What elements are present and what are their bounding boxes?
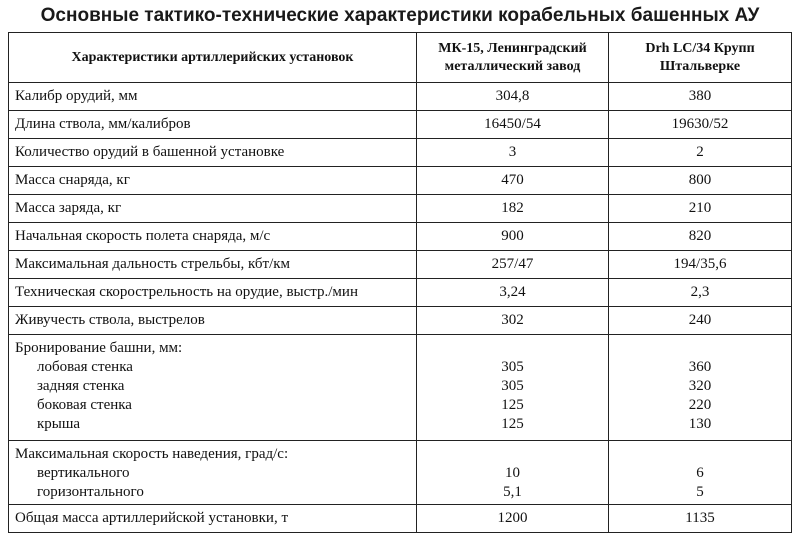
spacer bbox=[615, 445, 785, 464]
row-value-drh: 1135 bbox=[609, 505, 792, 533]
armor-value: 320 bbox=[688, 378, 712, 394]
speed-item-label: горизонтального bbox=[37, 484, 144, 500]
row-label: Масса снаряда, кг bbox=[9, 167, 417, 195]
row-label: Длина ствола, мм/калибров bbox=[9, 111, 417, 139]
header-drh-line2: Штальверке bbox=[659, 58, 741, 74]
row-value-mk15: 3,24 bbox=[417, 279, 609, 307]
speed-labels bbox=[9, 441, 417, 505]
table-row bbox=[9, 167, 792, 195]
armor-value: 305 bbox=[501, 359, 524, 375]
speed-values-drh bbox=[609, 441, 792, 505]
row-value-mk15: 257/47 bbox=[417, 251, 609, 279]
row-value-drh: 800 bbox=[609, 167, 792, 195]
armor-heading: Бронирование башни, мм: bbox=[15, 340, 183, 356]
table-row bbox=[9, 307, 792, 335]
armor-value: 130 bbox=[688, 416, 712, 432]
table-row-speed bbox=[9, 441, 792, 505]
row-label: Количество орудий в башенной установке bbox=[9, 139, 417, 167]
row-label: Начальная скорость полета снаряда, м/с bbox=[9, 223, 417, 251]
table-row-total bbox=[9, 505, 792, 533]
speed-values-mk15 bbox=[417, 441, 609, 505]
armor-value: 360 bbox=[688, 359, 712, 375]
header-mk15 bbox=[417, 33, 609, 83]
header-mk15-line1: МК-15, Ленинградский bbox=[438, 40, 587, 56]
row-value-mk15: 304,8 bbox=[417, 83, 609, 111]
speed-value: 10 bbox=[505, 465, 520, 481]
table-row-armor bbox=[9, 335, 792, 441]
table-row bbox=[9, 111, 792, 139]
row-value-drh: 240 bbox=[609, 307, 792, 335]
row-label: Масса заряда, кг bbox=[9, 195, 417, 223]
armor-value: 220 bbox=[688, 397, 712, 413]
armor-value: 125 bbox=[501, 416, 524, 432]
armor-item-label: крыша bbox=[37, 416, 81, 432]
armor-labels bbox=[9, 335, 417, 441]
table-header-row bbox=[9, 33, 792, 83]
armor-value: 305 bbox=[501, 378, 524, 394]
row-label: Живучесть ствола, выстрелов bbox=[9, 307, 417, 335]
row-value-drh: 380 bbox=[609, 83, 792, 111]
row-value-mk15: 302 bbox=[417, 307, 609, 335]
table-row bbox=[9, 279, 792, 307]
table-row bbox=[9, 251, 792, 279]
row-label: Калибр орудий, мм bbox=[9, 83, 417, 111]
row-value-mk15: 16450/54 bbox=[417, 111, 609, 139]
speed-value: 5 bbox=[696, 484, 704, 500]
row-value-drh: 2 bbox=[609, 139, 792, 167]
row-value-mk15: 900 bbox=[417, 223, 609, 251]
row-value-mk15: 3 bbox=[417, 139, 609, 167]
speed-value: 6 bbox=[696, 465, 704, 481]
table-row bbox=[9, 139, 792, 167]
specs-table bbox=[8, 32, 792, 533]
row-value-mk15: 182 bbox=[417, 195, 609, 223]
table-title: Основные тактико-технические характеристики корабельных башенных АУ bbox=[40, 5, 760, 26]
row-value-mk15: 1200 bbox=[417, 505, 609, 533]
table-row bbox=[9, 195, 792, 223]
row-value-drh: 19630/52 bbox=[609, 111, 792, 139]
row-value-drh: 194/35,6 bbox=[609, 251, 792, 279]
speed-heading: Максимальная скорость наведения, град/с: bbox=[15, 446, 289, 462]
armor-value: 125 bbox=[501, 397, 524, 413]
armor-item-label: лобовая стенка bbox=[37, 359, 133, 375]
speed-item-label: вертикального bbox=[37, 465, 130, 481]
row-value-drh: 210 bbox=[609, 195, 792, 223]
header-drh bbox=[609, 33, 792, 83]
row-label: Техническая скорострельность на орудие, выстр./мин bbox=[9, 279, 417, 307]
row-label: Общая масса артиллерийской установки, т bbox=[9, 505, 417, 533]
armor-item-label: задняя стенка bbox=[37, 378, 125, 394]
row-value-drh: 820 bbox=[609, 223, 792, 251]
header-mk15-line2: металлический завод bbox=[444, 58, 581, 74]
spacer bbox=[423, 339, 602, 358]
armor-values-mk15 bbox=[417, 335, 609, 441]
table-row bbox=[9, 83, 792, 111]
speed-value: 5,1 bbox=[503, 484, 522, 500]
table-row bbox=[9, 223, 792, 251]
spacer bbox=[615, 339, 785, 358]
header-characteristics: Характеристики артиллерийских установок bbox=[9, 33, 417, 83]
spacer bbox=[423, 445, 602, 464]
row-value-mk15: 470 bbox=[417, 167, 609, 195]
header-drh-line1: Drh LC/34 Крупп bbox=[645, 40, 755, 56]
row-value-drh: 2,3 bbox=[609, 279, 792, 307]
armor-item-label: боковая стенка bbox=[37, 397, 132, 413]
armor-values-drh bbox=[609, 335, 792, 441]
row-label: Максимальная дальность стрельбы, кбт/км bbox=[9, 251, 417, 279]
